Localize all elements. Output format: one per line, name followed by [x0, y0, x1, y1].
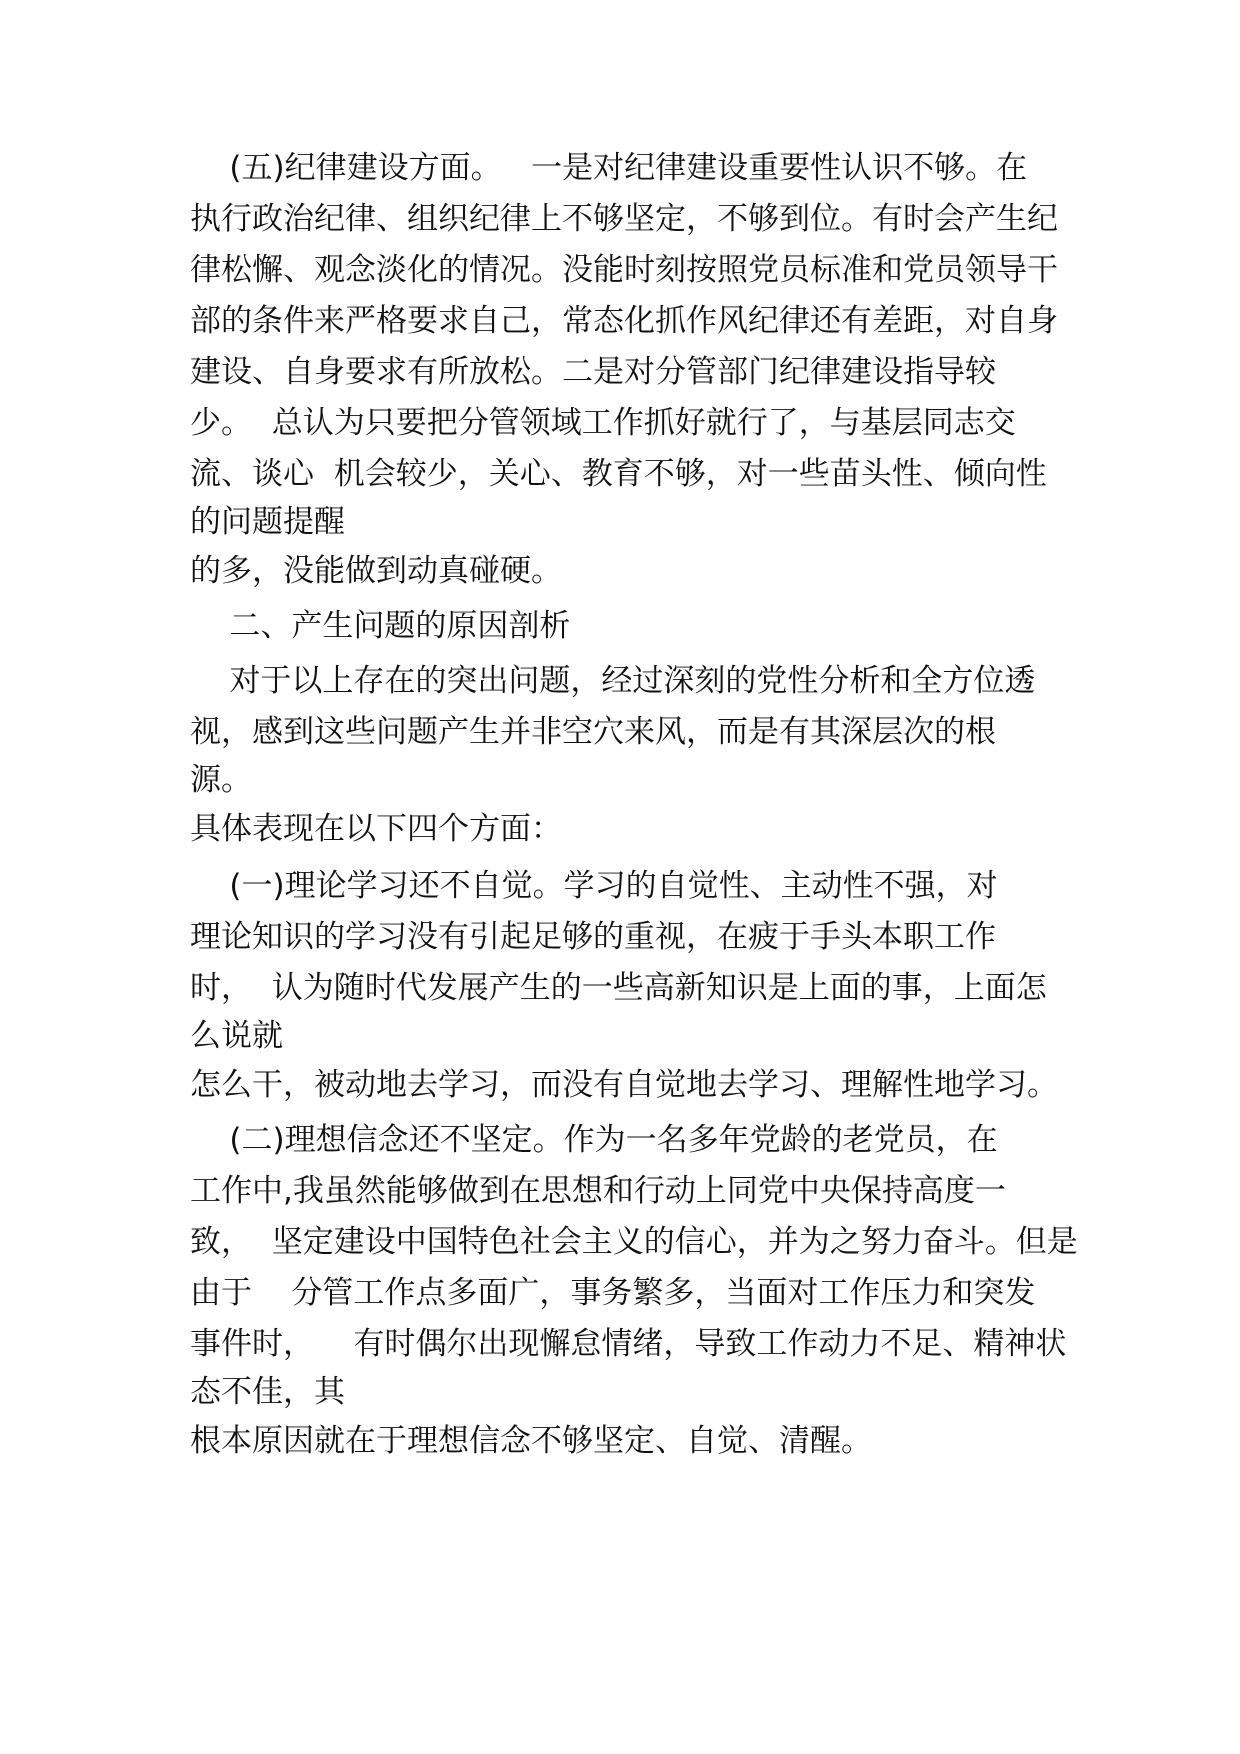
text-line: 源。	[190, 762, 252, 798]
text-line: (五)纪律建设方面。 一是对纪律建设重要性认识不够。在	[190, 150, 1028, 186]
text-line: (一)理论学习还不自觉。学习的自觉性、主动性不强，对	[190, 868, 998, 904]
text-line: 时， 认为随时代发展产生的一些高新知识是上面的事，上面怎	[190, 970, 1047, 1006]
text-line: 执行政治纪律、组织纪律上不够坚定，不够到位。有时会产生纪	[190, 201, 1058, 237]
text-line: 的多，没能做到动真碰硬。	[190, 553, 562, 589]
text-line: 流、谈心 机会较少，关心、教育不够，对一些苗头性、倾向性	[190, 456, 1047, 492]
text-line: 的问题提醒	[190, 504, 345, 540]
text-line: 具体表现在以下四个方面：	[190, 811, 562, 847]
text-line: 致， 坚定建设中国特色社会主义的信心，并为之努力奋斗。但是	[190, 1224, 1078, 1260]
text-line: 由于 分管工作点多面广，事务繁多，当面对工作压力和突发	[190, 1275, 1036, 1311]
text-line: 态不佳，其	[190, 1374, 345, 1410]
text-line: 根本原因就在于理想信念不够坚定、自觉、清醒。	[190, 1423, 872, 1459]
text-line: 视，感到这些问题产生并非空穴来风，而是有其深层次的根	[190, 714, 996, 750]
text-line: 律松懈、观念淡化的情况。没能时刻按照党员标准和党员领导干	[190, 252, 1058, 288]
text-line: 怎么干，被动地去学习，而没有自觉地去学习、理解性地学习。	[190, 1067, 1058, 1103]
text-line: 事件时， 有时偶尔出现懈怠情绪，导致工作动力不足、精神状	[190, 1326, 1067, 1362]
text-line: 么说就	[190, 1018, 283, 1054]
text-line: 对于以上存在的突出问题，经过深刻的党性分析和全方位透	[190, 663, 1036, 699]
text-line: 部的条件来严格要求自己，常态化抓作风纪律还有差距，对自身	[190, 303, 1058, 339]
section-heading: 二、产生问题的原因剖析	[190, 608, 571, 644]
text-line: 理论知识的学习没有引起足够的重视，在疲于手头本职工作	[190, 919, 996, 955]
text-line: (二)理想信念还不坚定。作为一名多年党龄的老党员，在	[190, 1122, 998, 1158]
text-line: 建设、自身要求有所放松。二是对分管部门纪律建设指导较	[190, 354, 996, 390]
text-line: 工作中,我虽然能够做到在思想和行动上同党中央保持高度一	[190, 1173, 1006, 1209]
text-line: 少。 总认为只要把分管领域工作抓好就行了，与基层同志交	[190, 405, 1016, 441]
